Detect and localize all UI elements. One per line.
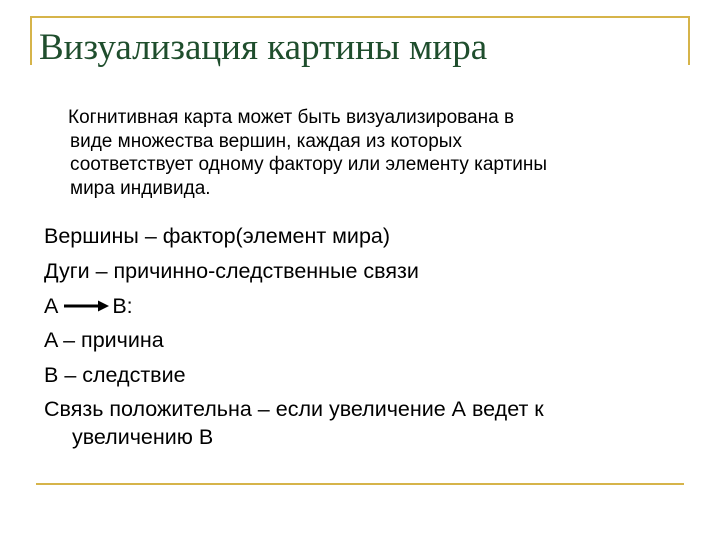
item-cause: A – причина bbox=[44, 328, 164, 352]
frame-top-rule bbox=[30, 16, 690, 18]
intro-line-2: виде множества вершин, каждая из которых bbox=[70, 130, 462, 152]
arrow-from-label: A bbox=[44, 294, 59, 318]
frame-right-rule bbox=[688, 16, 690, 65]
item-effect: B – следствие bbox=[44, 363, 186, 387]
intro-line-3: соответствует одному фактору или элементу картины bbox=[70, 154, 548, 175]
slide-title: Визуализация картины мира bbox=[39, 27, 488, 68]
item-vertices: Вершины – фактор(элемент мира) bbox=[44, 224, 391, 248]
intro-line-4: мира индивида. bbox=[70, 177, 211, 199]
frame-bottom-rule bbox=[36, 483, 684, 485]
intro-line-1: Когнитивная карта может быть визуализирована в bbox=[68, 107, 515, 128]
item-positive-link-line-1: Связь положительна – если увеличение А ведет к bbox=[44, 397, 544, 421]
item-positive-link-line-2: увеличению В bbox=[72, 425, 214, 449]
item-arcs: Дуги – причинно-следственные связи bbox=[44, 259, 419, 283]
arrow-to-label: B: bbox=[112, 294, 133, 318]
item-arrow-notation bbox=[44, 294, 133, 318]
frame-left-rule bbox=[30, 16, 32, 65]
right-arrow-icon bbox=[60, 299, 110, 313]
intro-paragraph bbox=[70, 106, 690, 200]
